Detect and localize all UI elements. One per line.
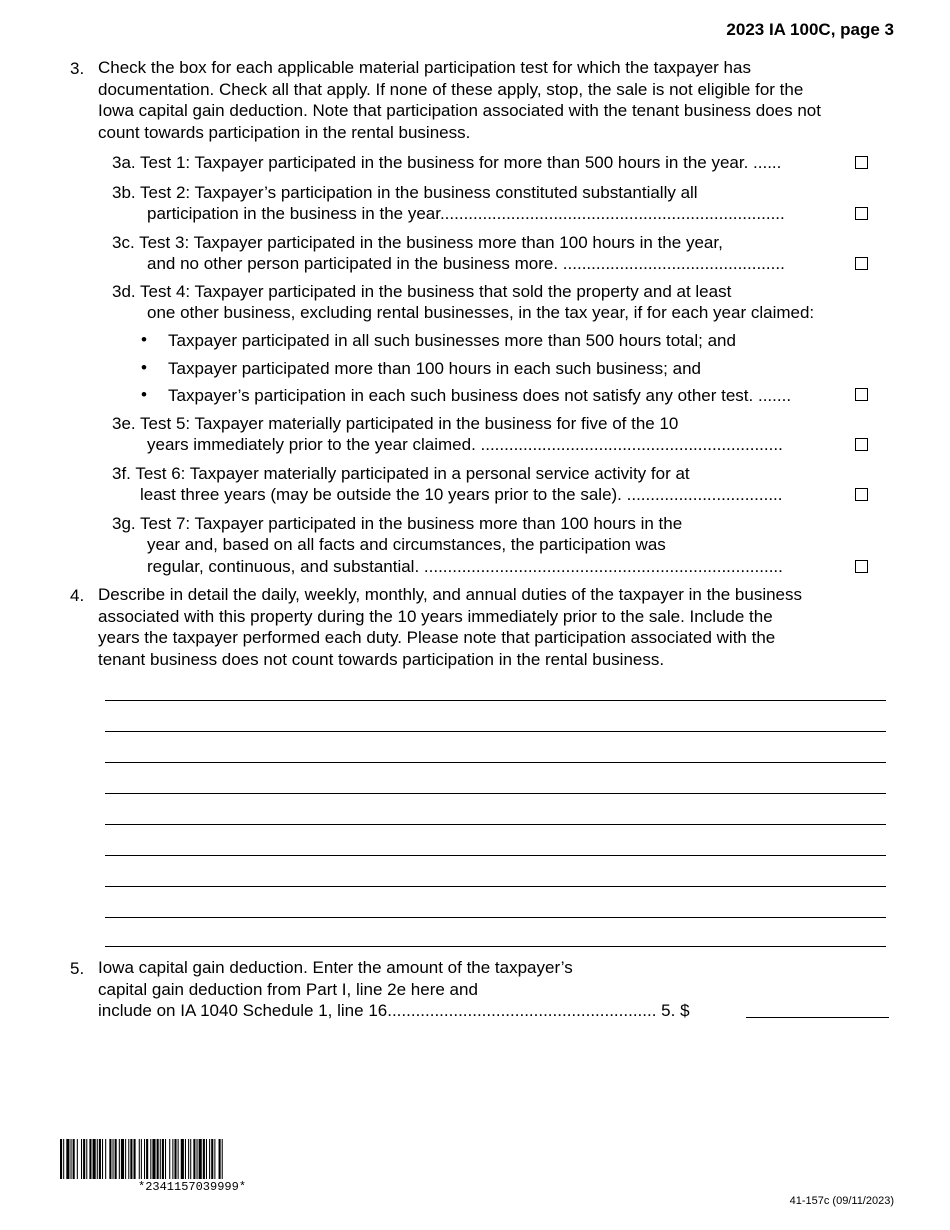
barcode-bar [222, 1139, 223, 1179]
barcode-bar [152, 1139, 155, 1179]
barcode-bar [77, 1139, 78, 1179]
barcode-bar [193, 1139, 195, 1179]
barcode-bar [97, 1139, 98, 1179]
test-3d-bullet-3: Taxpayer’s participation in each such business does not satisfy any other test. ....... [168, 386, 792, 405]
barcode-bar [125, 1139, 126, 1179]
test-3b-checkbox[interactable] [855, 207, 868, 220]
test-3e-label: 3e. Test 5: Taxpayer materially participated in the business for five of the 10 [112, 414, 679, 433]
barcode-bar [109, 1139, 111, 1179]
section-5-line: include on IA 1040 Schedule 1, line 16......................................................... 5. $ [98, 1001, 690, 1020]
test-3e-label-cont: years immediately prior to the year claimed. ................................................................ [147, 435, 783, 454]
section-4-instructions [98, 584, 802, 670]
test-3a-checkbox[interactable] [855, 156, 868, 169]
answer-line[interactable] [105, 762, 886, 763]
barcode-bar [128, 1139, 129, 1179]
barcode-bar [203, 1139, 205, 1179]
barcode-text: *2341157039999* [138, 1180, 247, 1194]
section-4-number: 4. [70, 586, 85, 605]
barcode-bar [172, 1139, 173, 1179]
barcode-bar [86, 1139, 87, 1179]
barcode-bar [141, 1139, 142, 1179]
barcode-bar [60, 1139, 62, 1179]
test-3c-label: 3c. Test 3: Taxpayer participated in the business more than 100 hours in the year, [112, 233, 723, 252]
page-header-title: 2023 IA 100C, page 3 [726, 20, 894, 39]
section-4-line: tenant business does not count towards participation in the rental business. [98, 649, 665, 669]
answer-line[interactable] [105, 731, 886, 732]
amount-underline [746, 1017, 889, 1018]
barcode-bar [174, 1139, 176, 1179]
test-3f-label-cont: least three years (may be outside the 10 years prior to the sale). ................................. [140, 485, 783, 504]
barcode-bar [105, 1139, 106, 1179]
section-4-line: Describe in detail the daily, weekly, monthly, and annual duties of the taxpayer in the business [98, 585, 803, 604]
section-3-line: documentation. Check all that apply. If none of these apply, stop, the sale is not eligible for the [98, 79, 804, 99]
barcode-bar [150, 1139, 151, 1179]
barcode-bar [169, 1139, 170, 1179]
barcode-bar [162, 1139, 164, 1179]
barcode-bar [211, 1139, 213, 1179]
answer-line[interactable] [105, 824, 886, 825]
answer-line[interactable] [105, 886, 886, 887]
barcode-bar [146, 1139, 148, 1179]
test-3a-label: 3a. Test 1: Taxpayer participated in the business for more than 500 hours in the year. ...... [112, 153, 782, 172]
barcode-bar [139, 1139, 140, 1179]
barcode-bar [219, 1139, 221, 1179]
barcode-bar [99, 1139, 101, 1179]
answer-line[interactable] [105, 946, 886, 947]
answer-line[interactable] [105, 917, 886, 918]
barcode-bar [190, 1139, 191, 1179]
section-5-line: capital gain deduction from Part I, line 2e here and [98, 979, 478, 999]
barcode-bar [199, 1139, 202, 1179]
barcode-bar [63, 1139, 64, 1179]
test-3d-bullet-2: Taxpayer participated more than 100 hours in each such business; and [168, 359, 701, 378]
barcode-bar [160, 1139, 161, 1179]
barcode-bar [102, 1139, 103, 1179]
test-3e-checkbox[interactable] [855, 438, 868, 451]
test-3g-checkbox[interactable] [855, 560, 868, 573]
barcode-bar [134, 1139, 136, 1179]
barcode-bar [119, 1139, 120, 1179]
section-4-line: years the taxpayer performed each duty. Please note that participation associated with the [98, 628, 776, 647]
barcode-bar [113, 1139, 114, 1179]
test-3f-label: 3f. Test 6: Taxpayer materially participated in a personal service activity for at [112, 464, 690, 483]
test-3f-checkbox[interactable] [855, 488, 868, 501]
section-5-instructions [98, 957, 690, 1022]
bullet-marker: • [141, 385, 147, 404]
test-3d-bullet-1: Taxpayer participated in all such businesses more than 500 hours total; and [168, 331, 736, 350]
section-3-line: count towards participation in the rental business. [98, 122, 471, 142]
barcode-bar [93, 1139, 96, 1179]
bullet-marker: • [141, 330, 147, 349]
section-3-number: 3. [70, 59, 85, 78]
barcode-bar [188, 1139, 189, 1179]
barcode-bar [144, 1139, 145, 1179]
test-3c-label-cont: and no other person participated in the business more. ............................................... [147, 254, 785, 273]
section-5-line: Iowa capital gain deduction. Enter the amount of the taxpayer’s [98, 958, 573, 977]
section-4-line: associated with this property during the 10 years immediately prior to the sale. Include the [98, 606, 773, 626]
test-3b-label: 3b. Test 2: Taxpayer’s participation in the business constituted substantially all [112, 183, 698, 202]
answer-line[interactable] [105, 793, 886, 794]
barcode-bar [89, 1139, 91, 1179]
section-3-instructions [98, 57, 821, 143]
capital-gain-deduction-amount-input[interactable] [748, 998, 886, 1016]
barcode-bar [83, 1139, 85, 1179]
answer-line[interactable] [105, 855, 886, 856]
barcode-bar [81, 1139, 82, 1179]
form-id: 41-157c (09/11/2023) [789, 1195, 894, 1207]
barcode-bar [121, 1139, 124, 1179]
barcode-bar [165, 1139, 166, 1179]
barcode-bar [157, 1139, 159, 1179]
test-3d-label-cont: one other business, excluding rental businesses, in the tax year, if for each year claimed: [147, 303, 815, 322]
test-3c-checkbox[interactable] [855, 257, 868, 270]
test-3g-label-cont: regular, continuous, and substantial. ............................................................................ [147, 557, 783, 576]
test-3d-label: 3d. Test 4: Taxpayer participated in the business that sold the property and at least [112, 282, 732, 301]
bullet-marker: • [141, 358, 147, 377]
barcode-bar [206, 1139, 207, 1179]
test-3g-label-cont: year and, based on all facts and circumstances, the participation was [147, 535, 666, 554]
barcode-bar [209, 1139, 210, 1179]
section-3-line: Iowa capital gain deduction. Note that participation associated with the tenant business does not [98, 101, 821, 120]
barcode [60, 1139, 340, 1179]
test-3b-label-cont: participation in the business in the year......................................................................... [147, 204, 785, 223]
barcode-bar [197, 1139, 198, 1179]
test-3g-label: 3g. Test 7: Taxpayer participated in the business more than 100 hours in the [112, 514, 683, 533]
barcode-bar [185, 1139, 186, 1179]
answer-line[interactable] [105, 700, 886, 701]
section-5-number: 5. [70, 959, 85, 978]
test-3d-checkbox[interactable] [855, 388, 868, 401]
barcode-bar [66, 1139, 69, 1179]
barcode-bar [214, 1139, 215, 1179]
barcode-bar [115, 1139, 117, 1179]
barcode-bar [73, 1139, 75, 1179]
barcode-bar [130, 1139, 132, 1179]
barcode-bar [181, 1139, 184, 1179]
barcode-bar [71, 1139, 72, 1179]
barcode-bar [178, 1139, 179, 1179]
section-3-line: Check the box for each applicable material participation test for which the taxpayer has [98, 58, 751, 77]
